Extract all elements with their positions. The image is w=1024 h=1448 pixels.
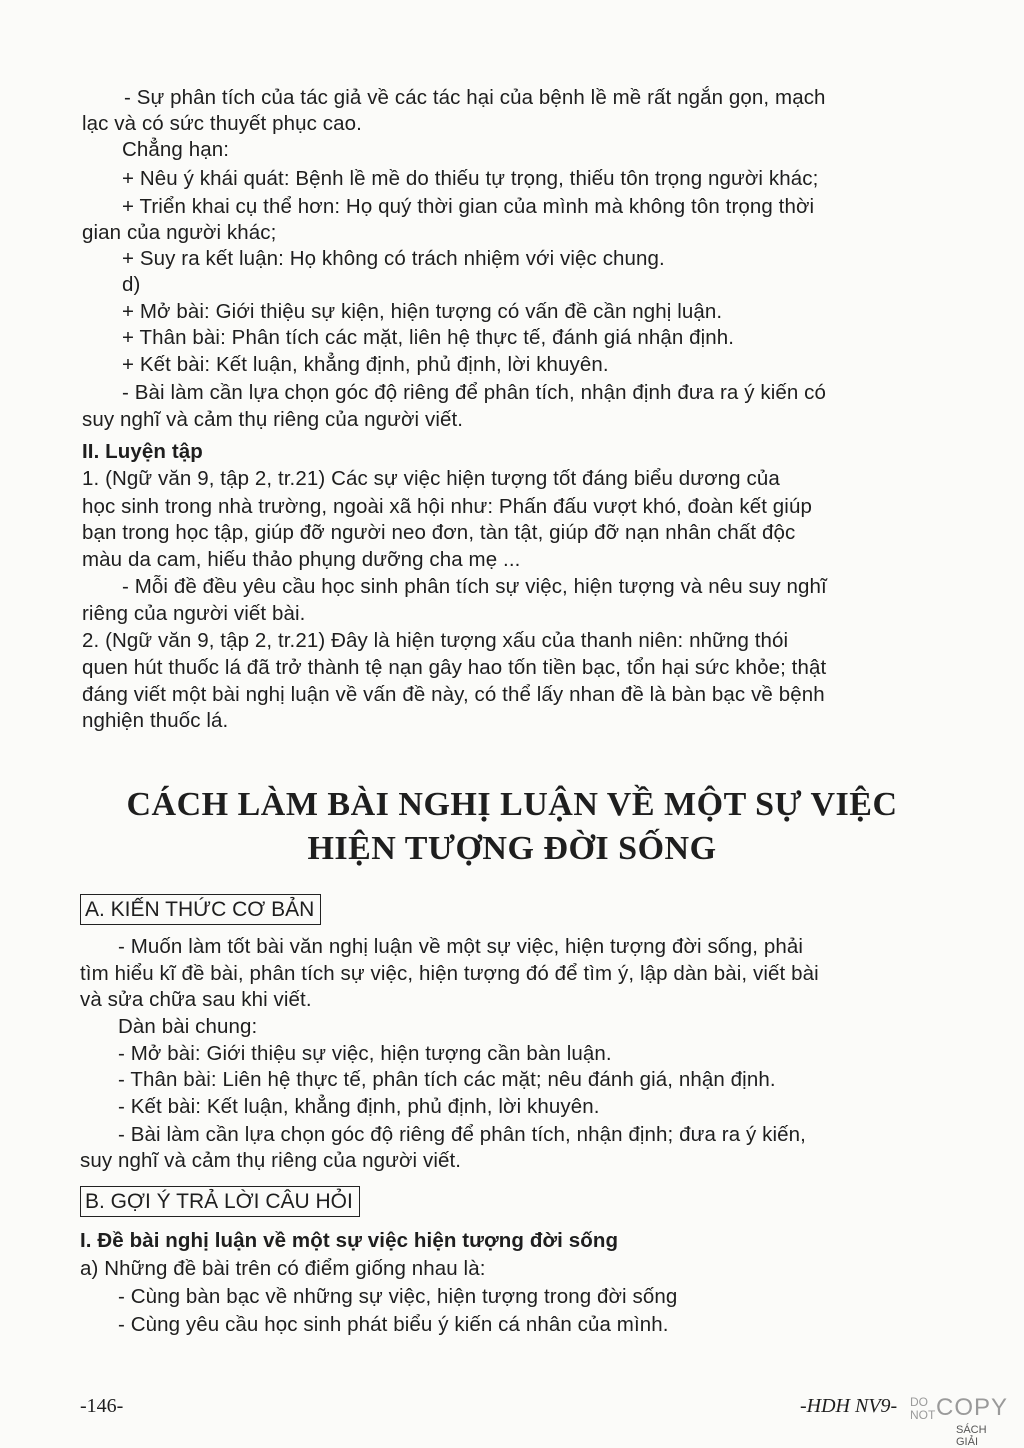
text-line: màu da cam, hiếu thảo phụng dưỡng cha mẹ ... (82, 548, 521, 571)
text-line: 1. (Ngữ văn 9, tập 2, tr.21) Các sự việc hiện tượng tốt đáng biểu dương của (82, 467, 780, 490)
section-a-heading: A. KIẾN THỨC CƠ BẢN (80, 894, 321, 925)
text-line: suy nghĩ và cảm thụ riêng của người viết. (82, 408, 464, 431)
section-b-heading: B. GỢI Ý TRẢ LỜI CÂU HỎI (80, 1186, 360, 1217)
section-heading-luyen-tap: II. Luyện tập (82, 440, 203, 463)
stamp-copy: COPY (936, 1394, 1009, 1421)
text-line: + Kết bài: Kết luận, khẳng định, phủ định, lời khuyên. (122, 353, 609, 376)
text-line: đáng viết một bài nghị luận về vấn đề này, có thể lấy nhan đề là bàn bạc về bệnh (82, 683, 825, 706)
text-line: Chẳng hạn: (122, 138, 230, 161)
text-line: - Kết bài: Kết luận, khẳng định, phủ định, lời khuyên. (118, 1095, 600, 1118)
text-line: 2. (Ngữ văn 9, tập 2, tr.21) Đây là hiện tượng xấu của thanh niên: những thói (82, 629, 789, 652)
text-line: - Cùng bàn bạc về những sự việc, hiện tượng trong đời sống (118, 1285, 678, 1308)
text-line: tìm hiểu kĩ đề bài, phân tích sự việc, hiện tượng đó để tìm ý, lập dàn bài, viết bài (80, 962, 819, 985)
text-line: - Bài làm cần lựa chọn góc độ riêng để phân tích, nhận định đưa ra ý kiến có (122, 381, 826, 404)
book-code: -HDH NV9- (800, 1395, 898, 1417)
stamp-brand: SÁCH GIẢI (956, 1424, 987, 1448)
text-line: - Cùng yêu cầu học sinh phát biểu ý kiến cá nhân của mình. (118, 1313, 669, 1336)
text-line: - Thân bài: Liên hệ thực tế, phân tích các mặt; nêu đánh giá, nhận định. (118, 1068, 776, 1091)
text-line: + Nêu ý khái quát: Bệnh lề mề do thiếu tự trọng, thiếu tôn trọng người khác; (122, 167, 819, 190)
text-line: d) (122, 273, 141, 296)
do-not-copy-watermark (910, 1394, 1010, 1448)
text-line: + Thân bài: Phân tích các mặt, liên hệ thực tế, đánh giá nhận định. (122, 326, 735, 349)
text-line: + Suy ra kết luận: Họ không có trách nhiệm với việc chung. (122, 247, 665, 270)
text-line: - Mỗi đề đều yêu cầu học sinh phân tích sự việc, hiện tượng và nêu suy nghĩ (122, 575, 827, 598)
chapter-title-line-2: HIỆN TƯỢNG ĐỜI SỐNG (307, 830, 717, 867)
text-line: Dàn bài chung: (118, 1015, 258, 1038)
text-line: học sinh trong nhà trường, ngoài xã hội như: Phấn đấu vượt khó, đoàn kết giúp (82, 495, 812, 518)
subsection-heading: I. Đề bài nghị luận về một sự việc hiện tượng đời sống (80, 1229, 619, 1252)
stamp-not: NOT (910, 1408, 936, 1422)
text-line: + Triển khai cụ thể hơn: Họ quý thời gian của mình mà không tôn trọng thời (122, 195, 815, 218)
text-line: riêng của người viết bài. (82, 602, 306, 625)
text-line: bạn trong học tập, giúp đỡ người neo đơn, tàn tật, giúp đỡ nạn nhân chất độc (82, 521, 796, 544)
text-line: lạc và có sức thuyết phục cao. (82, 112, 362, 135)
text-line: gian của người khác; (82, 221, 277, 244)
text-line: + Mở bài: Giới thiệu sự kiện, hiện tượng có vấn đề cần nghị luận. (122, 300, 723, 323)
text-line: quen hút thuốc lá đã trở thành tệ nạn gây hao tốn tiền bạc, tổn hại sức khỏe; thật (82, 656, 827, 679)
stamp-do: DO (910, 1395, 928, 1409)
text-line: a) Những đề bài trên có điểm giống nhau là: (80, 1257, 486, 1280)
text-line: - Muốn làm tốt bài văn nghị luận về một sự việc, hiện tượng đời sống, phải (118, 935, 804, 958)
text-line: - Sự phân tích của tác giả về các tác hại của bệnh lề mề rất ngắn gọn, mạch (124, 86, 826, 109)
text-line: nghiện thuốc lá. (82, 709, 229, 732)
page-number: -146- (80, 1395, 124, 1417)
text-line: và sửa chữa sau khi viết. (80, 988, 312, 1011)
chapter-title-line-1: CÁCH LÀM BÀI NGHỊ LUẬN VỀ MỘT SỰ VIỆC (126, 786, 898, 823)
text-line: - Mở bài: Giới thiệu sự việc, hiện tượng cần bàn luận. (118, 1042, 612, 1065)
text-line: suy nghĩ và cảm thụ riêng của người viết. (80, 1149, 462, 1172)
text-line: - Bài làm cần lựa chọn góc độ riêng để phân tích, nhận định; đưa ra ý kiến, (118, 1123, 806, 1146)
